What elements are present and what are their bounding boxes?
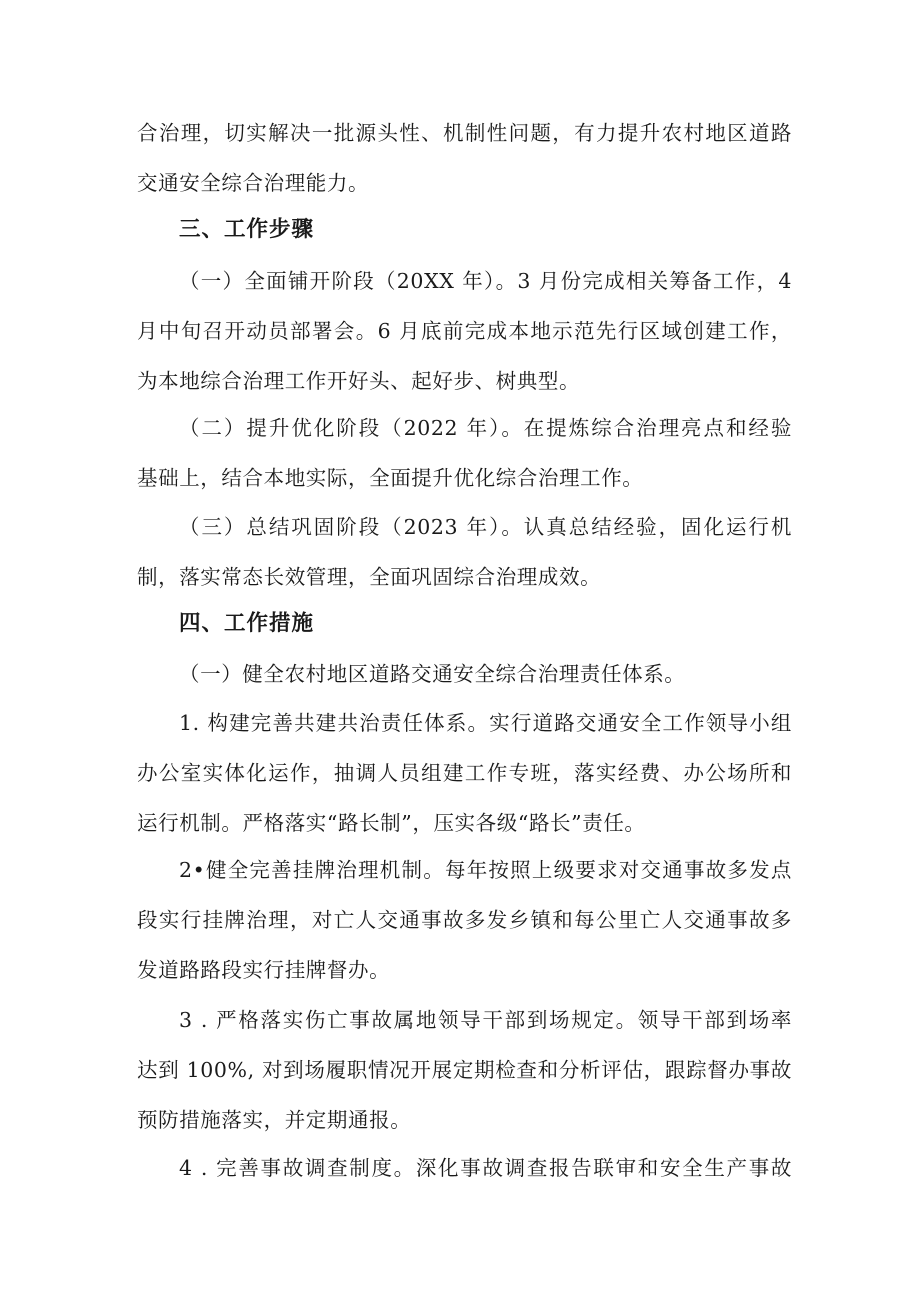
- paragraph-stage-2: [137, 403, 792, 503]
- text-line: （一）健全农村地区道路交通安全综合治理责任体系。: [179, 662, 686, 686]
- text-line: 1. 构建完善共建共治责任体系。实行道路交通安全工作领导小组: [179, 711, 792, 735]
- text-line: 段实行挂牌治理，对亡人交通事故多发乡镇和每公里亡人交通事故多: [137, 908, 792, 932]
- section-heading-steps: [137, 205, 792, 255]
- paragraph-intro: [137, 108, 792, 208]
- text-line: 办公室实体化运作，抽调人员组建工作专班，落实经费、办公场所和: [137, 761, 792, 785]
- text-line: 达到 100%, 对到场履职情况开展定期检查和分析评估，跟踪督办事故: [137, 1058, 792, 1082]
- text-line: 制，落实常态长效管理，全面巩固综合治理成效。: [137, 565, 602, 589]
- text-line: 基础上，结合本地实际，全面提升优化综合治理工作。: [137, 466, 644, 490]
- text-line: 发道路路段实行挂牌督办。: [137, 958, 391, 982]
- heading-text: 四、工作措施: [179, 611, 315, 636]
- text-line: （二）提升优化阶段（2022 年）。在提炼综合治理亮点和经验: [179, 416, 792, 440]
- text-line: 月中旬召开动员部署会。6 月底前完成本地示范先行区域创建工作，: [137, 319, 792, 343]
- paragraph-stage-3: [137, 502, 792, 602]
- text-line: 运行机制。严格落实“路长制”，压实各级“路长”责任。: [137, 811, 646, 835]
- text-line: 合治理，切实解决一批源头性、机制性问题，有力提升农村地区道路: [137, 121, 792, 145]
- text-line: （三）总结巩固阶段（2023 年）。认真总结经验，固化运行机: [179, 515, 792, 539]
- text-line: 2•健全完善挂牌治理机制。每年按照上级要求对交通事故多发点: [179, 858, 792, 882]
- paragraph-item-2: [137, 845, 792, 995]
- text-line: 预防措施落实，并定期通报。: [137, 1108, 412, 1132]
- text-line: 4 . 完善事故调查制度。深化事故调查报告联审和安全生产事故: [179, 1156, 792, 1180]
- paragraph-item-4: [137, 1143, 792, 1193]
- text-line: 交通安全综合治理能力。: [137, 171, 370, 195]
- text-line: （一）全面铺开阶段（20XX 年）。3 月份完成相关筹备工作，4: [179, 269, 792, 293]
- paragraph-item-1: [137, 698, 792, 848]
- heading-text: 三、工作步骤: [179, 217, 315, 242]
- paragraph-item-3: [137, 995, 792, 1145]
- text-line: 为本地综合治理工作开好头、起好步、树典型。: [137, 369, 581, 393]
- section-heading-measures: [137, 599, 792, 649]
- paragraph-measure-1: [137, 649, 792, 699]
- text-line: 3 . 严格落实伤亡事故属地领导干部到场规定。领导干部到场率: [179, 1008, 792, 1032]
- paragraph-stage-1: [137, 256, 792, 406]
